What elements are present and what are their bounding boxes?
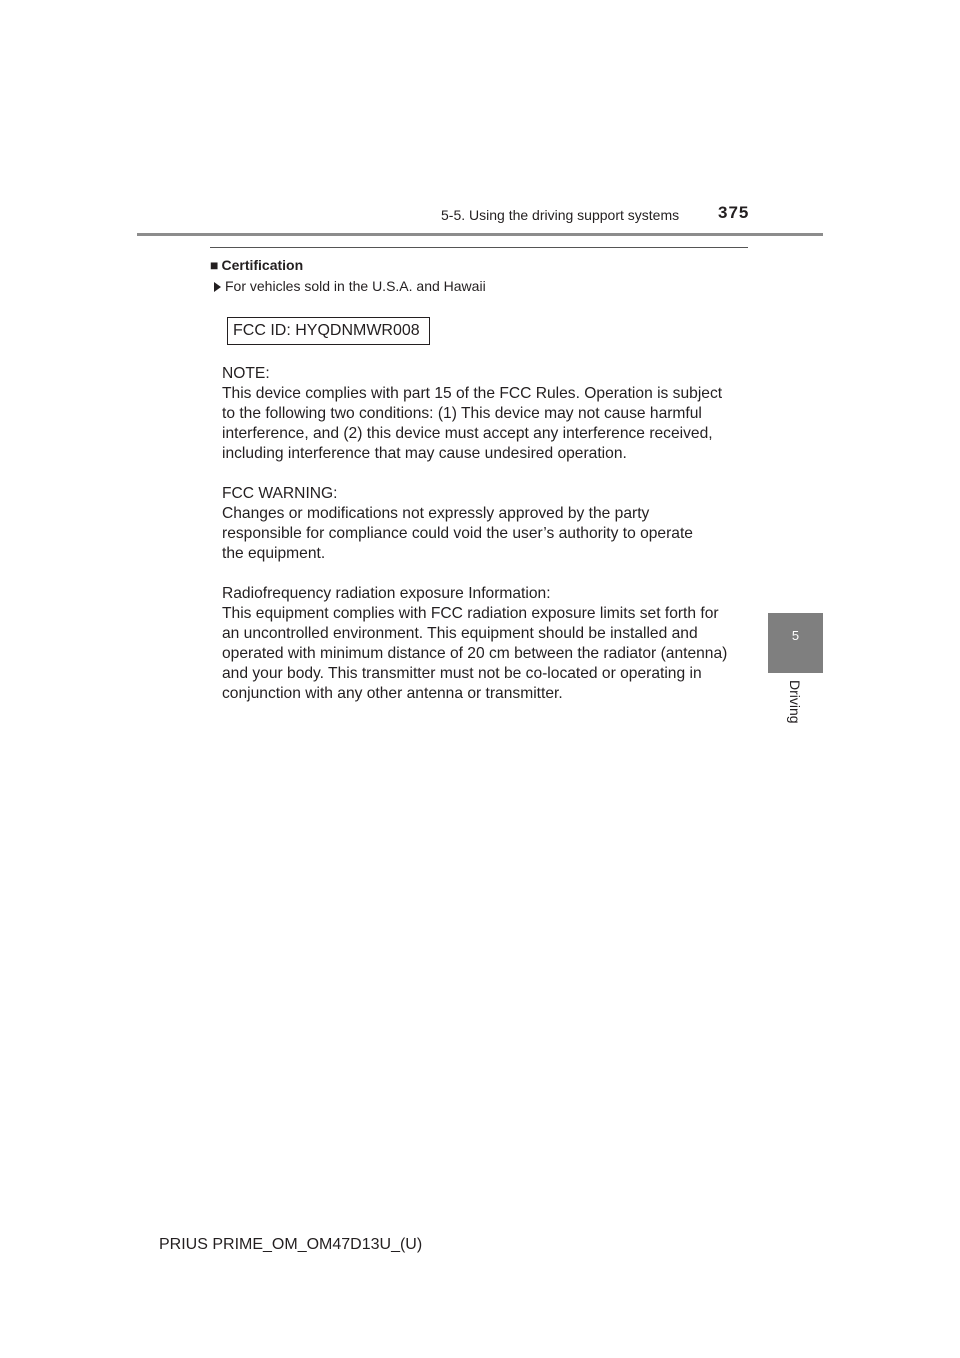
note-title: NOTE: [222, 365, 270, 382]
chapter-name [787, 680, 805, 740]
fcc-label [222, 364, 747, 724]
rf-line: an uncontrolled environment. This equipment should be installed and [222, 625, 698, 642]
triangle-bullet-icon [214, 282, 221, 292]
fcc-id-box: FCC ID: HYQDNMWR008 [227, 317, 430, 345]
note-line: interference, and (2) this device must accept any interference received, [222, 425, 713, 442]
warning-block [222, 484, 747, 564]
warning-line: Changes or modifications not expressly approved by the party [222, 505, 650, 522]
note-line: This device complies with part 15 of the FCC Rules. Operation is subject [222, 385, 723, 402]
note-block [222, 364, 747, 464]
note-line: including interference that may cause undesired operation. [222, 445, 627, 462]
rf-block [222, 584, 747, 704]
section-heading-text: Certification [221, 257, 304, 273]
header-section-title: 5-5. Using the driving support systems [441, 207, 680, 223]
square-bullet-icon: ■ [210, 257, 219, 273]
chapter-name-text: Driving [787, 680, 803, 724]
sub-item-text: For vehicles sold in the U.S.A. and Hawaii [225, 278, 486, 294]
rf-line: and your body. This transmitter must not be co-located or operating in [222, 665, 702, 682]
rf-title: Radiofrequency radiation exposure Information: [222, 585, 551, 602]
section-divider [210, 247, 748, 248]
rf-line: operated with minimum distance of 20 cm between the radiator (antenna) [222, 645, 728, 662]
header-divider [137, 233, 823, 236]
warning-line: responsible for compliance could void the user’s authority to operate [222, 525, 693, 542]
rf-line: conjunction with any other antenna or transmitter. [222, 685, 563, 702]
rf-line: This equipment complies with FCC radiation exposure limits set forth for [222, 605, 719, 622]
page-number: 375 [718, 203, 750, 222]
warning-title: FCC WARNING: [222, 485, 338, 502]
chapter-number: 5 [791, 628, 800, 643]
footer-doc-id: PRIUS PRIME_OM_OM47D13U_(U) [159, 1236, 423, 1253]
chapter-tab[interactable] [768, 613, 823, 673]
section-heading [210, 257, 303, 273]
warning-line: the equipment. [222, 545, 326, 562]
sub-item [214, 278, 486, 294]
note-line: to the following two conditions: (1) This device may not cause harmful [222, 405, 702, 422]
